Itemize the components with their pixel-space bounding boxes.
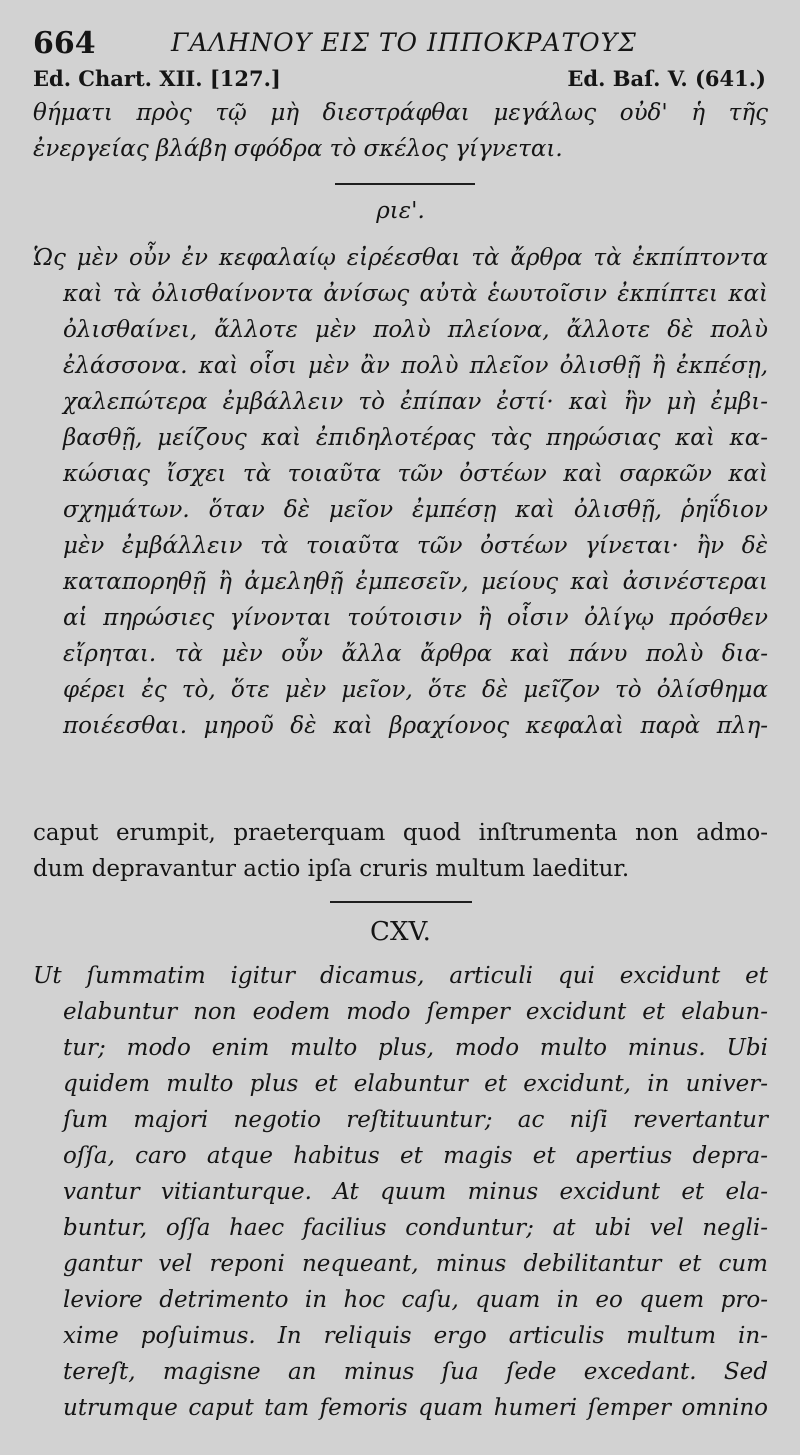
text-line: ποιέεσθαι. μηροῦ δὲ καὶ βραχίονος κεφαλαὶ παρὰ πλη- [63,713,768,739]
text-line: dum depravantur actio ipſa cruris multum laeditur. [33,856,630,882]
text-line: χαλεπώτερα ἐμβάλλειν τὸ ἐπίπαν ἐστί· καὶ ἢν μὴ ἐμβι- [63,389,768,415]
text-line: tereſt, magisne an minus ſua ſede excedant. Sed [63,1359,768,1385]
latin-section-heading: CXV. [370,917,431,947]
edition-basel-reference: Ed. Baſ. V. (641.) [567,66,766,91]
text-line: vantur vitianturque. At quum minus excidunt et ela- [63,1179,768,1205]
text-line: ἐλάσσονα. καὶ οἷσι μὲν ἂν πολὺ πλεῖον ὀλισθῇ ἢ ἐκπέσῃ, [63,353,768,379]
text-line: κώσιας ἴσχει τὰ τοιαῦτα τῶν ὀστέων καὶ σαρκῶν καὶ [63,461,768,487]
text-line: caput erumpit, praeterquam quod inſtrumenta non admo- [33,820,768,846]
text-line: utrumque caput tam femoris quam humeri ſemper omnino [63,1395,768,1421]
text-line: εἴρηται. τὰ μὲν οὖν ἄλλα ἄρθρα καὶ πάνυ πολὺ δια- [63,641,768,667]
edition-chartier-reference: Ed. Chart. XII. [127.] [33,66,281,91]
text-line: καὶ τὰ ὀλισθαίνοντα ἀνίσως αὐτὰ ἑωυτοῖσιν ἐκπίπτει καὶ [63,281,768,307]
text-line: σχημάτων. ὅταν δὲ μεῖον ἐμπέσῃ καὶ ὀλισθῇ, ῥηΐδιον [63,497,768,523]
text-line: βασθῇ, μείζους καὶ ἐπιδηλοτέρας τὰς πηρώσιας καὶ κα- [63,425,768,451]
text-line: xime poſuimus. In reliquis ergo articulis multum in- [63,1323,768,1349]
text-line: καταπορηθῇ ἢ ἀμεληθῇ ἐμπεσεῖν, μείους καὶ ἀσινέστεραι [63,569,768,595]
text-line: αἱ πηρώσιες γίνονται τούτοισιν ἢ οἷσιν ὀλίγῳ πρόσθεν [63,605,768,631]
greek-section-body [33,240,768,744]
running-head: ΓΑΛΗΝΟΥ ΕΙΣ ΤΟ ΙΠΠΟΚΡΑΤΟΥΣ [171,28,637,57]
text-line: θήματι πρὸς τῷ μὴ διεστράφθαι μεγάλως οὐδ' ἡ τῆς [33,100,768,126]
text-line: quidem multo plus et elabuntur et excidunt, in univer- [63,1071,768,1097]
text-line: ὀλισθαίνει, ἄλλοτε μὲν πολὺ πλείονα, ἄλλοτε δὲ πολὺ [63,317,768,343]
text-line: μὲν ἐμβάλλειν τὰ τοιαῦτα τῶν ὀστέων γίνεται· ἢν δὲ [63,533,768,559]
text-line: ſum majori negotio reſtituuntur; ac niſi revertantur [63,1107,768,1133]
text-line: ἐνεργείας βλάβη σφόδρα τὸ σκέλος γίγνεται. [33,136,563,162]
latin-continuation [33,815,768,887]
text-line: Ὡς μὲν οὖν ἐν κεφαλαίῳ εἰρέεσθαι τὰ ἄρθρα τὰ ἐκπίπτοντα [33,245,768,271]
text-line: gantur vel reponi nequeant, minus debilitantur et cum [63,1251,768,1277]
greek-section-heading: ριε'. [376,198,425,224]
text-line: leviore detrimento in hoc caſu, quam in eo quem pro- [63,1287,768,1313]
page-number: 664 [33,26,96,61]
text-line: buntur, oſſa haec facilius conduntur; at ubi vel negli- [63,1215,768,1241]
section-divider-latin [330,901,472,903]
text-line: oſſa, caro atque habitus et magis et apertius depra- [63,1143,768,1169]
text-line: elabuntur non eodem modo ſemper excidunt et elabun- [63,999,768,1025]
text-line: Ut ſummatim igitur dicamus, articuli qui excidunt et [33,963,768,989]
text-line: φέρει ἐς τὸ, ὅτε μὲν μεῖον, ὅτε δὲ μεῖζον τὸ ὀλίσθημα [63,677,768,703]
text-line: tur; modo enim multo plus, modo multo minus. Ubi [63,1035,768,1061]
section-divider-greek [335,183,475,185]
latin-section-body [33,958,768,1426]
greek-continuation [33,95,768,167]
page-header [33,26,768,66]
